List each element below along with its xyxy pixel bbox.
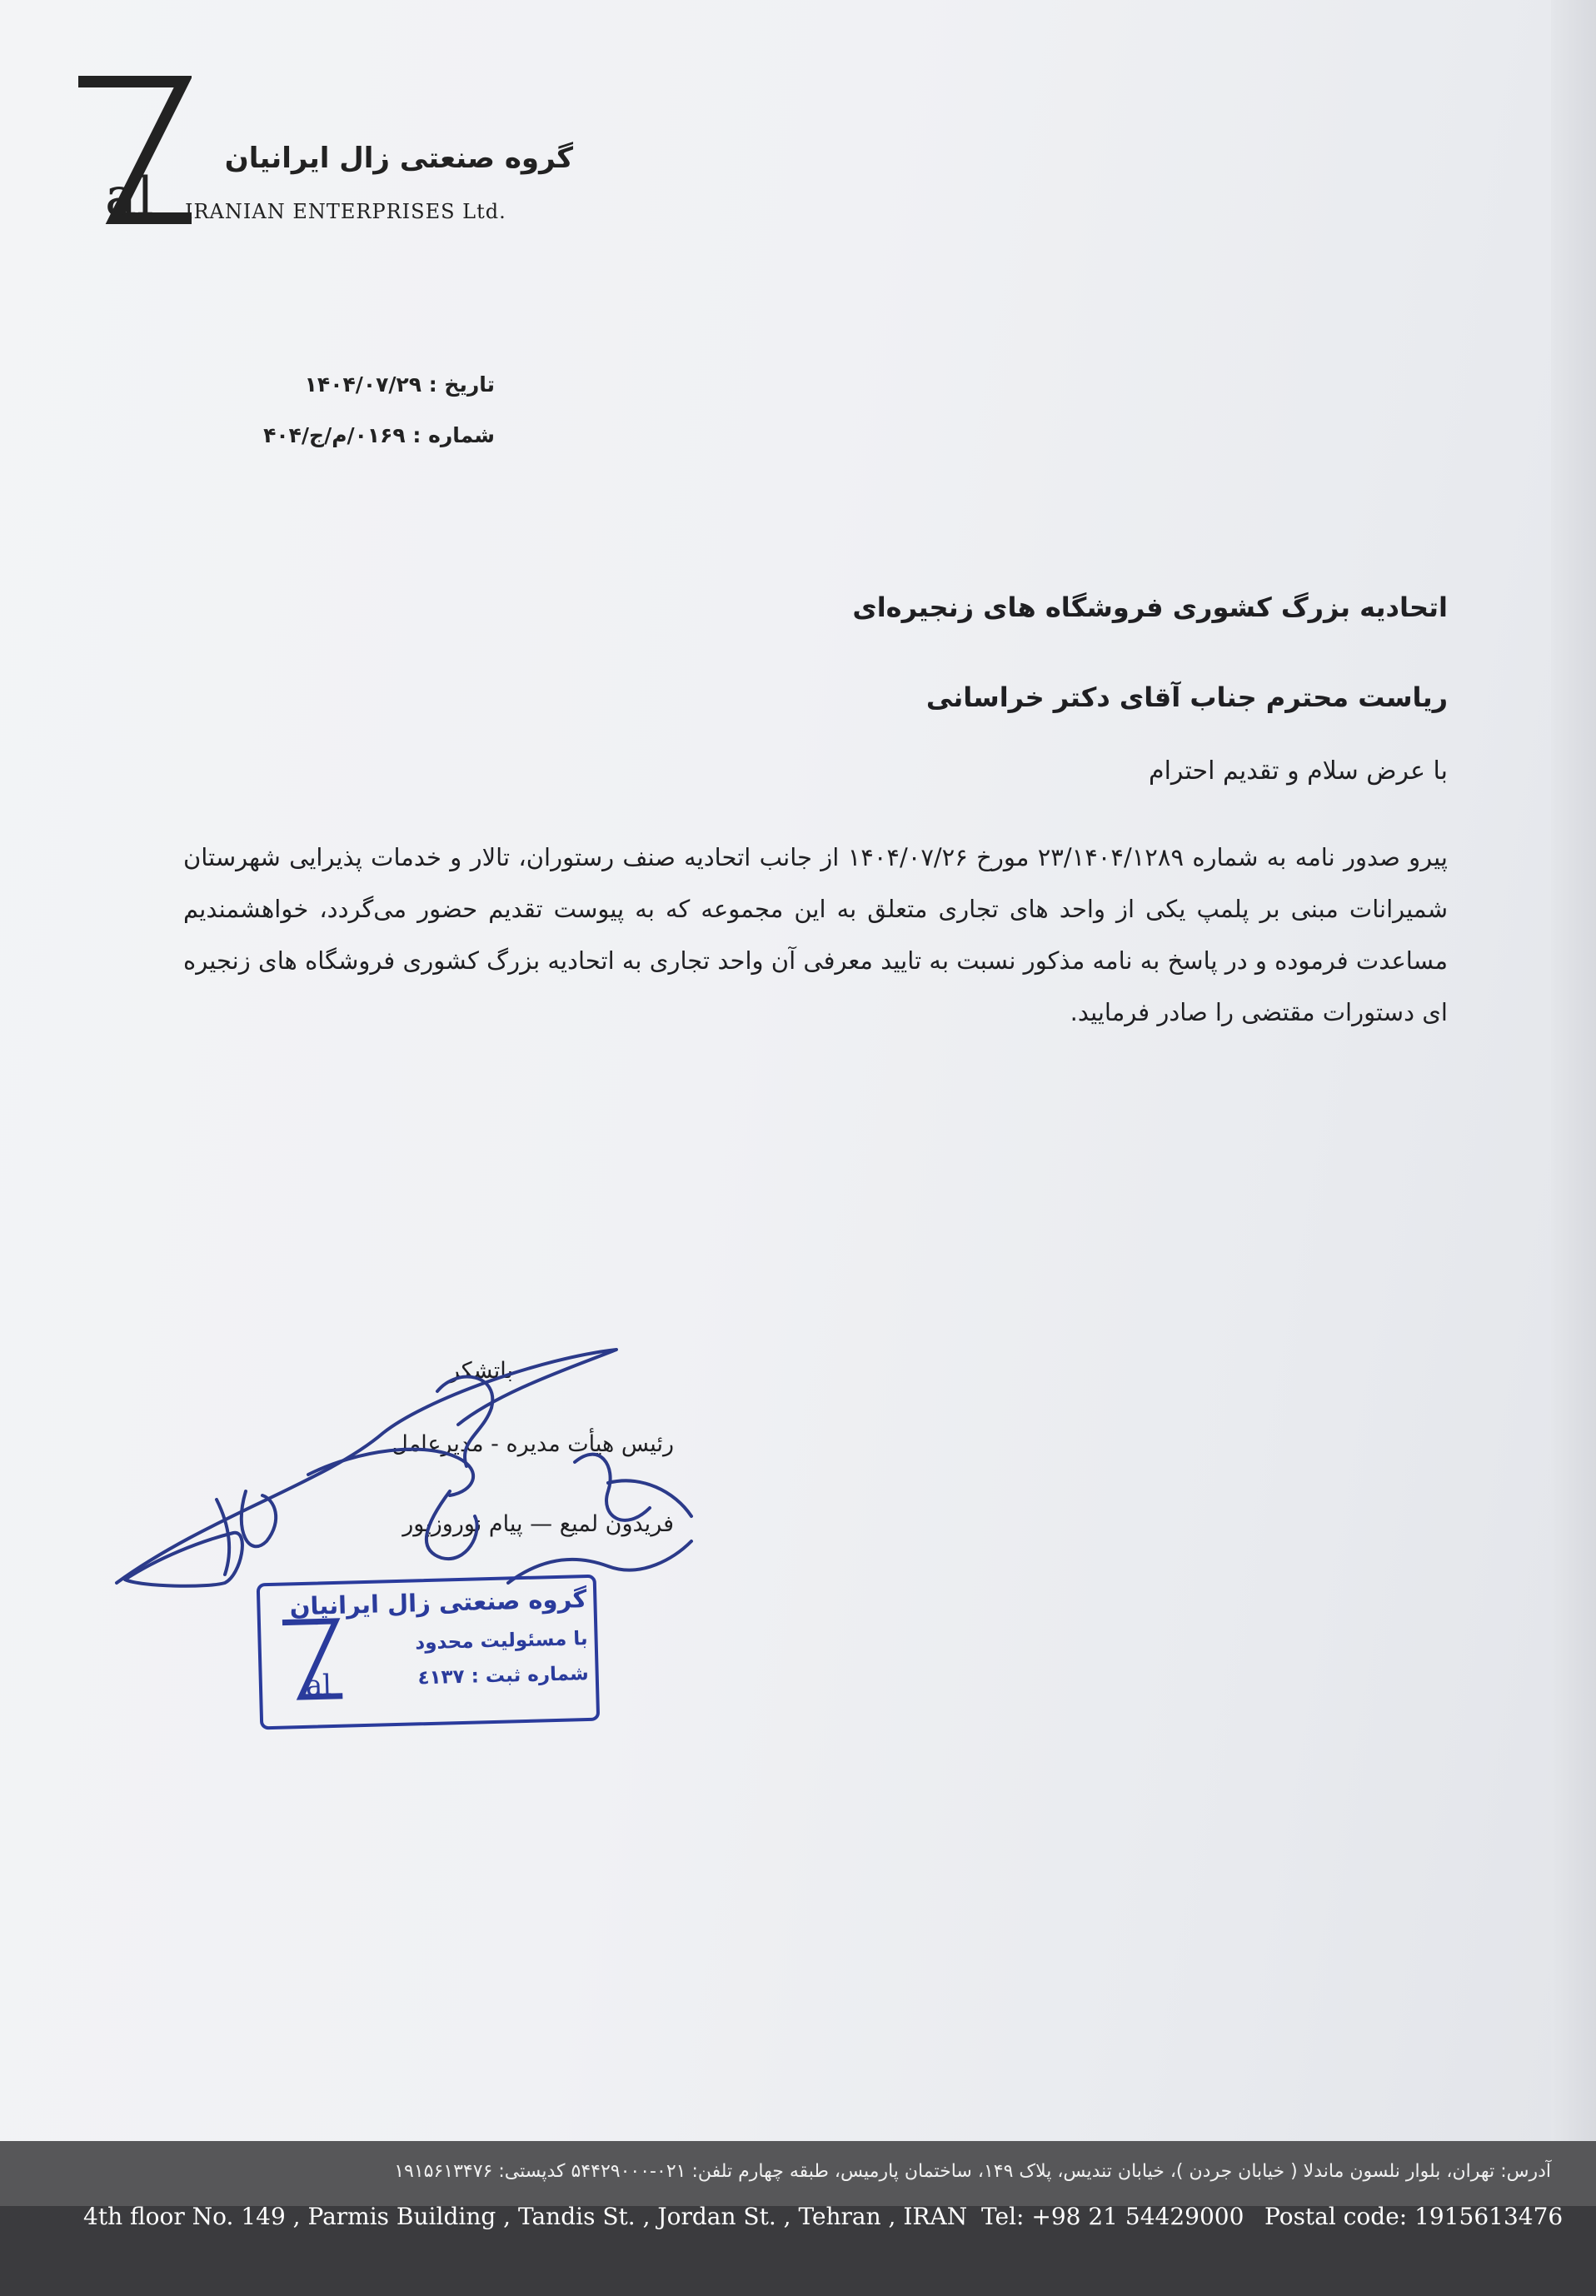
greeting: با عرض سلام و تقدیم احترام [1149,756,1448,786]
footer-fa-band [0,2141,1596,2206]
closing-text: باتشکر [448,1358,513,1384]
letter-number: شماره : ۰۱۶۹/م/ج/۴۰۴ [263,423,495,447]
zal-logo-mark [67,75,192,233]
signatory-title: رئیس هیأت مدیره - مدیرعامل [392,1431,674,1457]
letter-date: تاریخ : ۱۴۰۴/۰۷/۲۹ [304,372,495,397]
footer-address-fa: آدرس: تهران، بلوار نلسون ماندلا ( خیابان جردن )، خیابان تندیس، پلاک ۱۴۹، ساختمان پارمیس، طبقه چهارم تلفن: ۰۲۱-۵۴۴۲۹۰۰۰ کدپستی: ۱۹۱۵۶۱۳۴۷۶ [394,2161,1551,2182]
stamp-company-name: گروه صنعتی زال ایرانیان [289,1585,587,1621]
company-name-fa: گروه صنعتی زال ایرانیان [224,142,573,175]
letter-body: پیرو صدور نامه به شماره ۲۳/۱۴۰۴/۱۲۸۹ مورخ ۱۴۰۴/۰۷/۲۶ از جانب اتحادیه صنف رستوران، تالار و خدمات پذیرایی شهرستان شمیرانات مبنی بر پلمپ یکی از واحد های تجاری متعلق به این مجموعه که به پیوست تقدیم حضور می‌گردد، خواهشمندیم مساعدت فرموده و در پاسخ به نامه مذکور نسبت به تایید معرفی آن واحد تجاری به اتحادیه بزرگ کشوری فروشگاه های زنجیره ای دستورات مقتضی را صادر فرمایید. [183,843,1448,1026]
company-name-en: IRANIAN ENTERPRISES Ltd. [185,200,506,223]
recipient-person: ریاست محترم جناب آقای دکتر خراسانی [925,681,1448,713]
stamp-zal-mark [276,1613,345,1708]
letterhead-footer [0,2141,1596,2296]
stamp-liability: با مسئولیت محدود [414,1628,588,1655]
footer-phone-en: Tel: +98 21 54429000 [981,2203,1244,2230]
signatory-names: فریدون لمیع — پیام نوروزپور [402,1511,674,1537]
recipient-organization: اتحادیه بزرگ کشوری فروشگاه های زنجیره‌ای [852,591,1448,623]
svg-text:al: al [105,167,154,228]
footer-postal-en: Postal code: 1915613476 [1264,2203,1564,2230]
company-logo [67,75,573,233]
handwritten-signatures [108,1333,725,1608]
footer-address-en: 4th floor No. 149 , Parmis Building , Tandis St. , Jordan St. , Tehran , IRAN [83,2203,968,2230]
paper-edge-shadow [1551,0,1596,2141]
svg-text:al: al [305,1669,332,1703]
company-stamp [257,1575,602,1734]
stamp-registration: شماره ثبت : ٤١٣٧ [417,1662,590,1690]
